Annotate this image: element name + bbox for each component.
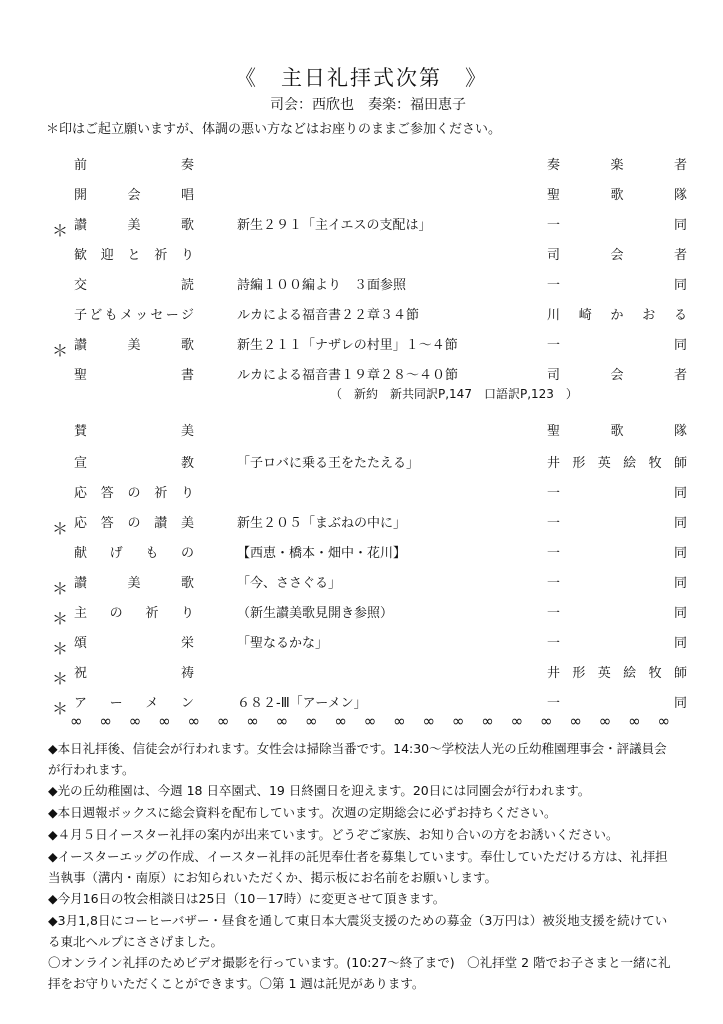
scripture-reference: （ 新約 新共同訳P,147 口語訳P,123 ）: [330, 387, 578, 401]
program-row: [52, 328, 692, 360]
divider-symbol: ∞: [158, 712, 171, 730]
program-content: （新生讃美歌見開き参照）: [237, 606, 394, 621]
program-item: 交 読: [74, 278, 194, 293]
program-row: [52, 446, 692, 474]
divider-symbol: ∞: [540, 712, 553, 730]
standing-mark: ＊: [52, 221, 69, 240]
program-item: 応 答 の 讃 美: [74, 516, 194, 531]
program-row: [52, 298, 692, 326]
divider-symbol: ∞: [334, 712, 347, 730]
program-item: 讃 美 歌: [74, 576, 194, 591]
divider-symbol: ∞: [363, 712, 377, 730]
officiants: 司会：西欣也 奏楽：福田恵子: [270, 97, 466, 113]
program-row: [52, 148, 692, 176]
divider-symbol: ∞: [128, 712, 142, 730]
announcement-item: ◆今月16日の牧会相談日は25日（10－17時）に変更させて頂きます。: [48, 891, 446, 906]
standing-mark: ＊: [52, 609, 69, 628]
program-item: 前 奏: [74, 158, 194, 173]
program-row: [52, 506, 692, 538]
program-leader: 一 同: [547, 218, 687, 233]
program-row: [52, 476, 692, 504]
announcement-item: ◆４月５日イースター礼拝の案内が出来ています。どうぞご家族、お知り合いの方をお誘いください。: [48, 827, 619, 842]
program-content: ルカによる福音書１９章２８～４０節: [237, 368, 459, 383]
divider-symbol: ∞: [628, 712, 641, 730]
program-leader: 司 会 者: [547, 368, 687, 383]
divider-symbol: ∞: [510, 712, 524, 730]
program-row: [52, 178, 692, 206]
program-row: [52, 238, 692, 266]
divider-symbol: ∞: [275, 712, 289, 730]
program-leader: 一 同: [547, 516, 687, 531]
page-title: 《 主日礼拝式次第 》: [235, 66, 488, 90]
announcement-item: ◆イースターエッグの作成、イースター礼拝の託児奉仕者を募集しています。奉仕していただける方は、礼拝担当執事（溝内・南原）にお知られいただくか、掲示板にお名前をお願いします。: [48, 849, 668, 885]
program-content: 【西恵・橋本・畑中・花川】: [237, 546, 407, 561]
program-row: [52, 626, 692, 658]
program-item: 献 げ も の: [74, 546, 194, 561]
program-leader: 一 同: [547, 486, 687, 501]
program-item: 頌 栄: [74, 636, 194, 651]
program-leader: 司 会 者: [547, 248, 687, 263]
program-item: 子 ど も メ ッ セ ー ジ: [74, 308, 194, 323]
divider-symbol: ∞: [99, 712, 112, 730]
divider-symbol: ∞: [187, 712, 200, 730]
program-leader: 聖 歌 隊: [547, 188, 687, 203]
program-row: [52, 536, 692, 564]
standing-mark: ＊: [52, 639, 69, 658]
program-content: 詩編１００編より ３面参照: [237, 278, 407, 293]
program-item: 聖 書: [74, 368, 194, 383]
program-content: 新生２１１「ナザレの村里」１～４節: [237, 338, 458, 353]
program-leader: 一 同: [547, 338, 687, 353]
divider-symbol: ∞: [481, 712, 494, 730]
program-leader: 川 崎 か お る: [547, 308, 687, 323]
standing-notice: ＊印はご起立願いますが、体調の悪い方などはお座りのままご参加ください。: [46, 122, 502, 137]
standing-mark: ＊: [52, 699, 69, 718]
program-row: [52, 596, 692, 628]
program-leader: 井 形 英 絵 牧 師: [547, 456, 687, 471]
standing-mark: ＊: [52, 579, 69, 598]
program-item: 宣 教: [74, 456, 194, 471]
program-row: [52, 566, 692, 598]
program-row: [52, 208, 692, 240]
program-leader: 一 同: [547, 606, 687, 621]
program-item: 応 答 の 祈 り: [74, 486, 194, 501]
program-leader: 聖 歌 隊: [547, 424, 687, 439]
program-content: 新生２９１「主イエスの支配は」: [237, 218, 432, 233]
program-content: 「聖なるかな」: [237, 636, 329, 651]
divider-symbol: ∞: [393, 712, 406, 730]
divider-symbol: ∞: [569, 712, 582, 730]
program-row: [52, 268, 692, 296]
program-leader: 一 同: [547, 696, 687, 711]
announcement-item: ◆本日週報ボックスに総会資料を配布しています。次週の定期総会に必ずお持ちください。: [48, 805, 557, 820]
program-row: [52, 414, 692, 442]
program-content: 「子ロバに乗る王をたたえる」: [237, 456, 420, 471]
divider-symbol: ∞: [70, 712, 83, 730]
standing-mark: ＊: [52, 341, 69, 360]
divider-symbol: ∞: [451, 712, 465, 730]
program-row: [52, 358, 692, 386]
program-leader: 一 同: [547, 636, 687, 651]
program-row: [52, 656, 692, 688]
announcement-item: ◆3月1,8日にコーヒーバザー・昼食を通して東日本大震災支援のための募金（3万円は）被災地支援を続けている東北ヘルプにささげました。: [48, 913, 668, 949]
divider-symbol: ∞: [657, 712, 670, 730]
program-content: 新生２０５「まぶねの中に」: [237, 516, 407, 531]
standing-mark: ＊: [52, 519, 69, 538]
program-row: [52, 686, 692, 718]
announcement-item: ◆光の丘幼稚園は、今週 18 日卒園式、19 日終園日を迎えます。20日には同園会が行われます。: [48, 783, 591, 798]
program-leader: 井 形 英 絵 牧 師: [547, 666, 687, 681]
program-content: ６８２-Ⅲ「アーメン」: [237, 696, 367, 711]
program-item: 祝 祷: [74, 666, 194, 681]
program-item: 讃 美 歌: [74, 218, 194, 233]
divider-symbol: ∞: [216, 712, 230, 730]
program-item: 主 の 祈 り: [74, 606, 194, 621]
program-content: ルカによる福音書２２章３４節: [237, 308, 420, 323]
program-leader: 一 同: [547, 576, 687, 591]
program-item: ア ー メ ン: [74, 696, 194, 711]
standing-mark: ＊: [52, 669, 69, 688]
divider-symbol: ∞: [246, 712, 259, 730]
program-item: 開 会 唱: [74, 188, 194, 203]
program-leader: 一 同: [547, 546, 687, 561]
divider: [70, 712, 670, 730]
program-item: 賛 美: [74, 424, 194, 439]
divider-symbol: ∞: [598, 712, 612, 730]
announcement-item: 〇オンライン礼拝のためビデオ撮影を行っています。(10:27～終了まで) 〇礼拝堂 2 階でお子さまと一緒に礼拝をお守りいただくことができます。〇第 1 週は託児があります。: [48, 955, 671, 991]
program-leader: 奏 楽 者: [547, 158, 687, 173]
program-leader: 一 同: [547, 278, 687, 293]
divider-symbol: ∞: [305, 712, 318, 730]
program-content: 「今、ささぐる」: [237, 576, 342, 591]
program-item: 歓 迎 と 祈 り: [74, 248, 194, 263]
announcement-item: ◆本日礼拝後、信徒会が行われます。女性会は掃除当番です。14:30～学校法人光の丘幼稚園理事会・評議員会が行われます。: [48, 741, 667, 777]
divider-symbol: ∞: [422, 712, 435, 730]
program-item: 讃 美 歌: [74, 338, 194, 353]
